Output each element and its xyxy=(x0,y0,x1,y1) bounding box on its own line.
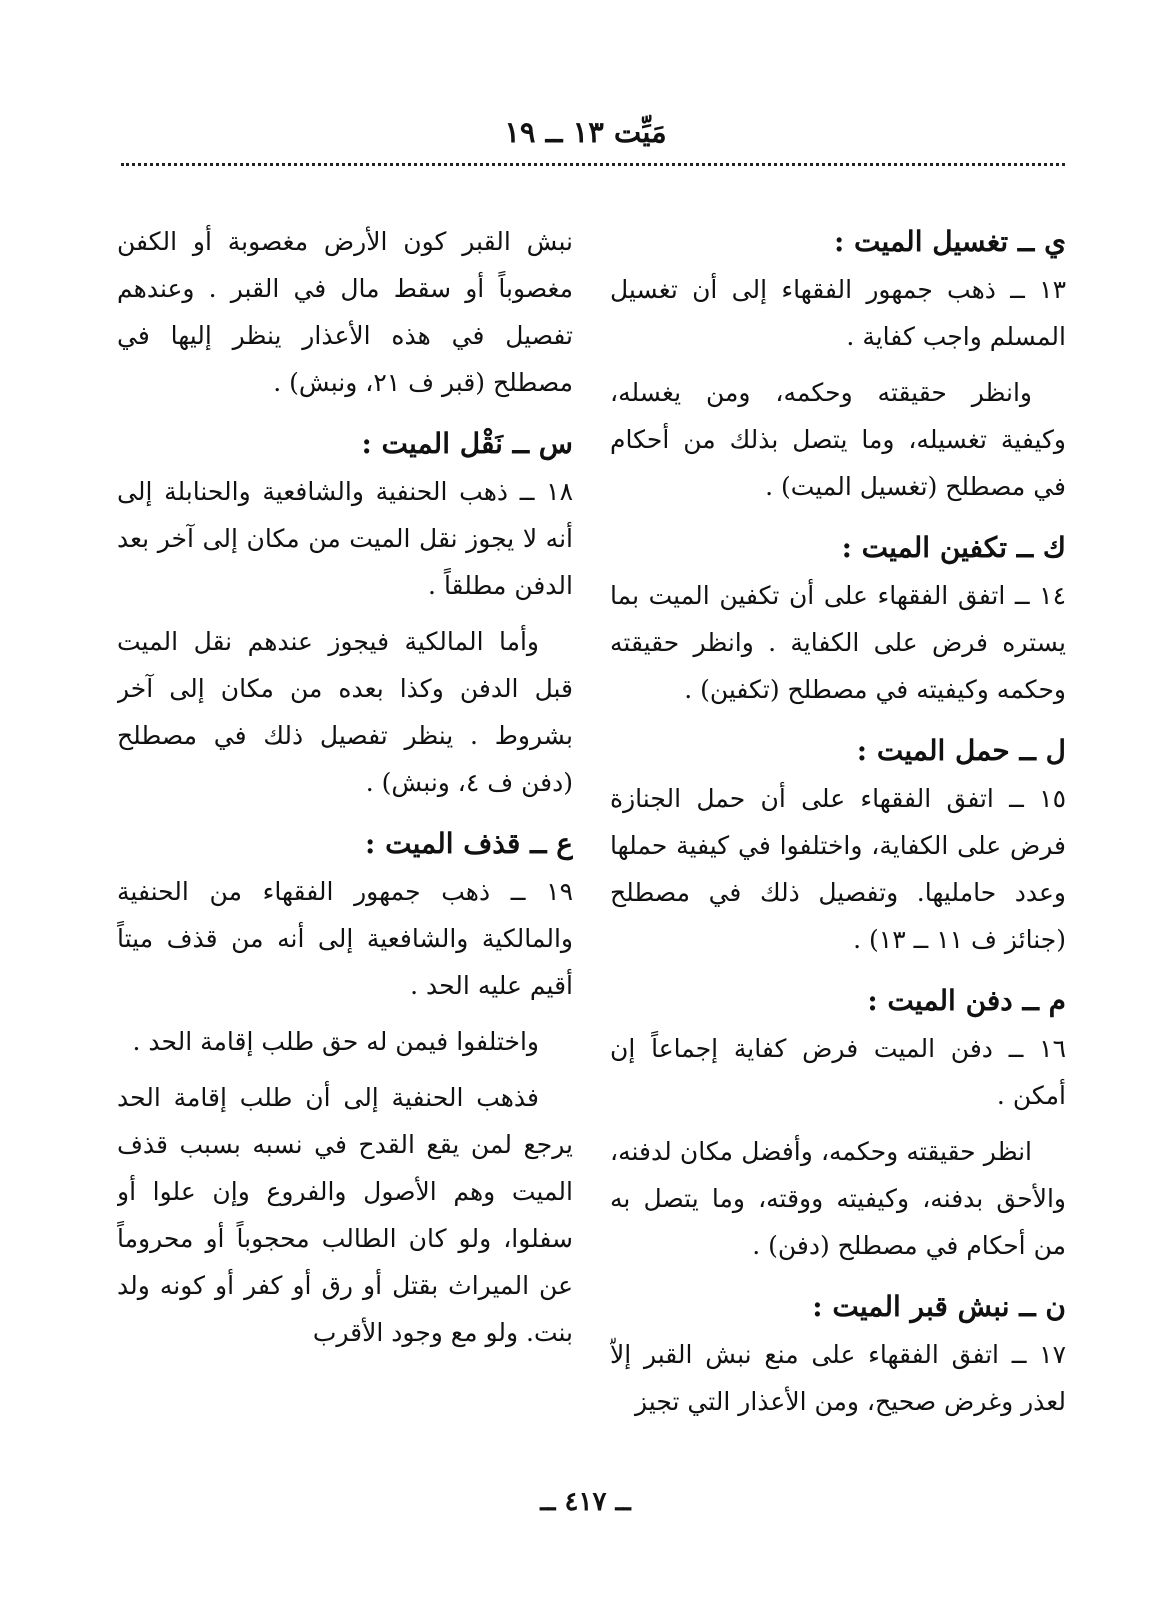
section-takfin xyxy=(610,524,1066,713)
running-title: مَيِّت ١٣ ــ ١٩ xyxy=(504,115,667,149)
paragraph: واختلفوا فيمن له حق طلب إقامة الحد . xyxy=(132,1027,539,1056)
section-haml xyxy=(610,727,1066,963)
paragraph: وأما المالكية فيجوز عندهم نقل الميت قبل الدفن وكذا بعده من مكان إلى آخر بشروط . ينظر تفصيل ذلك في مصطلح (دفن ف ٤، ونبش) . xyxy=(117,627,573,797)
paragraph: ١٣ ــ ذهب جمهور الفقهاء إلى أن تغسيل المسلم واجب كفاية . xyxy=(610,275,1066,351)
paragraph: وانظر حقيقته وحكمه، ومن يغسله، وكيفية تغسيله، وما يتصل بذلك من أحكام في مصطلح (تغسيل الميت) . xyxy=(610,378,1066,501)
paragraph: نبش القبر كون الأرض مغصوبة أو الكفن مغصوباً أو سقط مال في القبر . وعندهم تفصيل في هذه الأعذار ينظر إليها في مصطلح (قبر ف ٢١، ونبش) . xyxy=(117,227,573,397)
section-heading: ك ــ تكفين الميت : xyxy=(841,531,1066,564)
section-heading: ن ــ نبش قبر الميت : xyxy=(812,1290,1066,1323)
paragraph: انظر حقيقته وحكمه، وأفضل مكان لدفنه، والأحق بدفنه، وكيفيته ووقته، وما يتصل به من أحكام في مصطلح (دفن) . xyxy=(610,1137,1066,1260)
section-heading: ي ــ تغسيل الميت : xyxy=(833,225,1066,258)
left-column xyxy=(117,218,573,1458)
paragraph: فذهب الحنفية إلى أن طلب إقامة الحد يرجع لمن يقع القدح في نسبه بسبب قذف الميت وهم الأصول والفروع وإن علوا أو سفلوا، ولو كان الطالب محجوباً أو محروماً عن الميراث بقتل أو رق أو كفر أو كونه ولد بنت. ولو مع وجود الأقرب xyxy=(117,1083,573,1347)
section-heading: ل ــ حمل الميت : xyxy=(856,734,1066,767)
paragraph: ١٥ ــ اتفق الفقهاء على أن حمل الجنازة فرض على الكفاية، واختلفوا في كيفية حملها وعدد حامليها. وتفصيل ذلك في مصطلح (جنائز ف ١١ ــ ١٣) . xyxy=(610,784,1066,954)
right-column xyxy=(610,218,1066,1458)
section-heading: م ــ دفن الميت : xyxy=(867,984,1066,1017)
paragraph: ١٨ ــ ذهب الحنفية والشافعية والحنابلة إلى أنه لا يجوز نقل الميت من مكان إلى آخر بعد الدفن مطلقاً . xyxy=(117,477,573,600)
section-dafn xyxy=(610,977,1066,1269)
header-rule xyxy=(121,163,1065,166)
paragraph: ١٧ ــ اتفق الفقهاء على منع نبش القبر إلاّ لعذر وغرض صحيح، ومن الأعذار التي تجيز xyxy=(610,1340,1066,1416)
section-heading: س ــ نَقْل الميت : xyxy=(361,427,573,460)
paragraph: ١٩ ــ ذهب جمهور الفقهاء من الحنفية والمالكية والشافعية إلى أنه من قذف ميتاً أقيم عليه الحد . xyxy=(117,877,573,1000)
section-naql xyxy=(117,420,573,806)
section-nabsh xyxy=(610,1283,1066,1425)
paragraph: ١٦ ــ دفن الميت فرض كفاية إجماعاً إن أمكن . xyxy=(610,1034,1066,1110)
paragraph: ١٤ ــ اتفق الفقهاء على أن تكفين الميت بما يستره فرض على الكفاية . وانظر حقيقته وحكمه وكيفيته في مصطلح (تكفين) . xyxy=(610,581,1066,704)
section-ghusl xyxy=(610,218,1066,510)
section-qadhf xyxy=(117,820,573,1356)
section-nabsh-continued xyxy=(117,218,573,406)
page-number: ــ ٤١٧ ــ xyxy=(540,1487,631,1517)
section-heading: ع ــ قذف الميت : xyxy=(365,827,573,860)
